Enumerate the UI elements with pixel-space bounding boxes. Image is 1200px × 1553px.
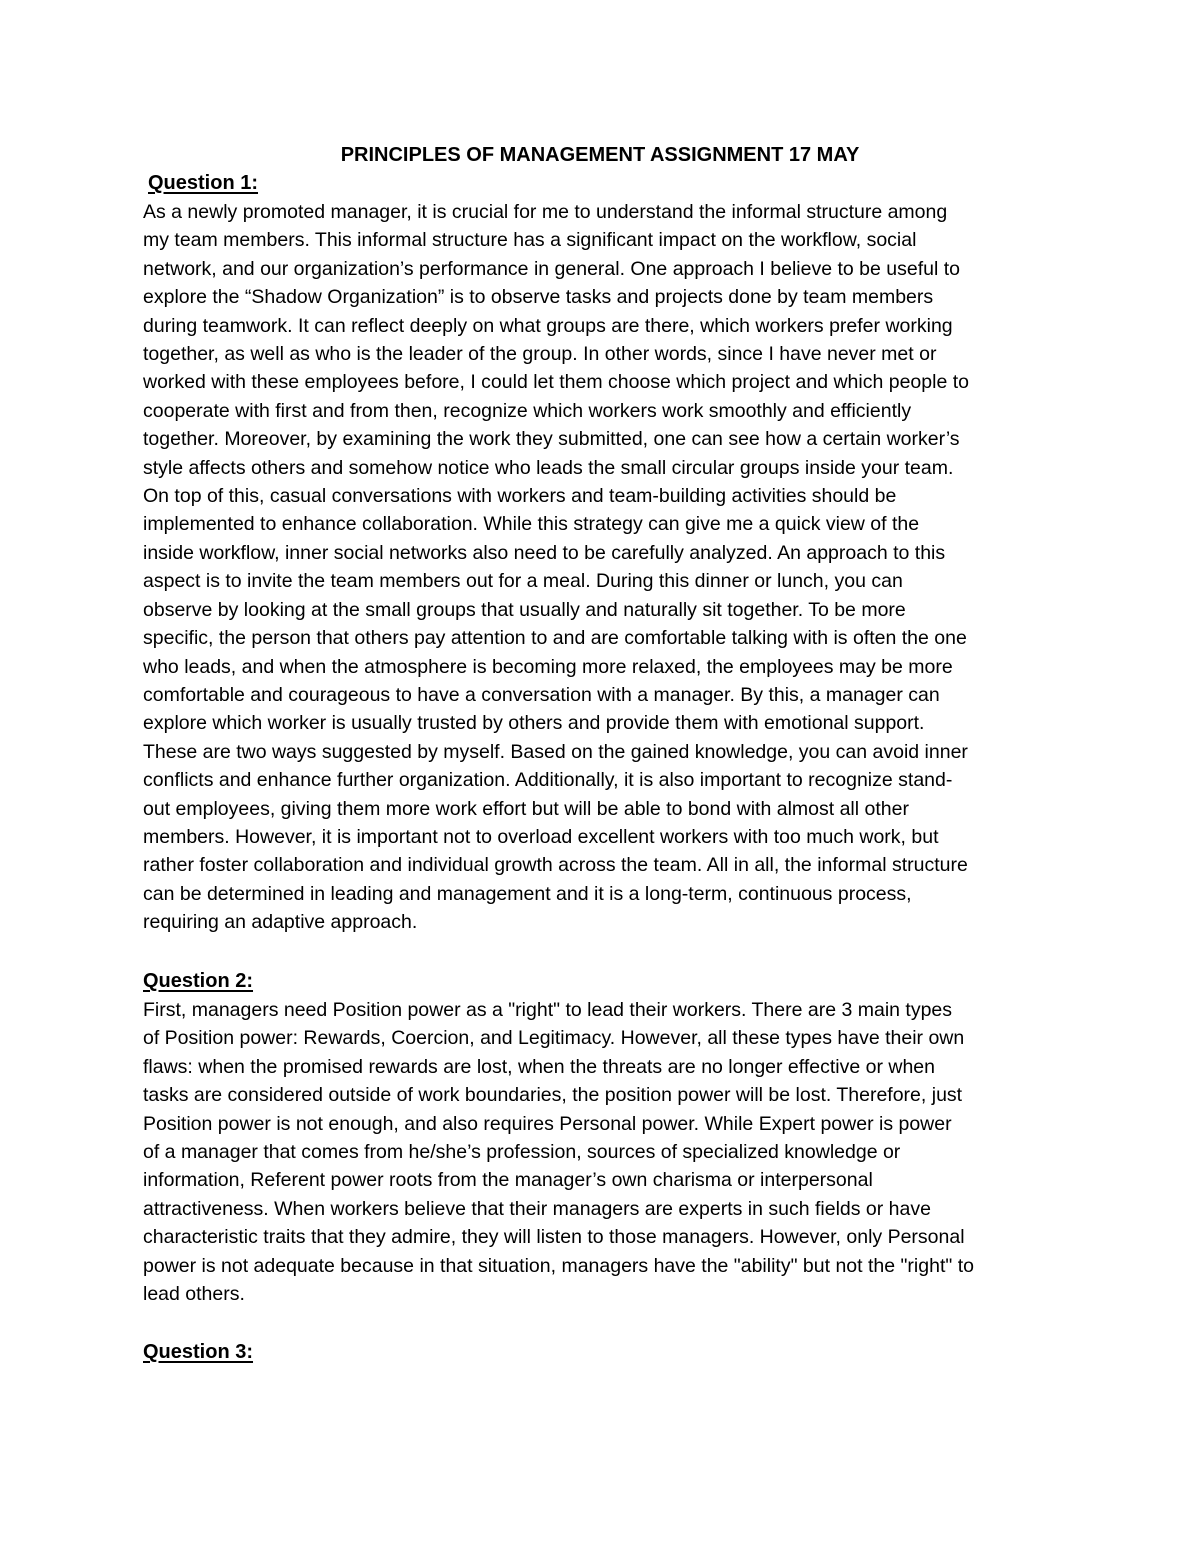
text-line: tasks are considered outside of work boundaries, the position power will be lost. Therefore, just [143, 1084, 963, 1107]
text-line: explore the “Shadow Organization” is to observe tasks and projects done by team members [143, 286, 934, 309]
document-title: PRINCIPLES OF MANAGEMENT ASSIGNMENT 17 MAY [340, 144, 860, 166]
text-line: my team members. This informal structure has a significant impact on the workflow, social [143, 229, 917, 252]
text-line: information, Referent power roots from the manager’s own charisma or interpersonal [143, 1169, 873, 1192]
text-line: flaws: when the promised rewards are lost, when the threats are no longer effective or when [143, 1055, 935, 1078]
text-line: observe by looking at the small groups that usually and naturally sit together. To be more [143, 598, 906, 621]
text-line: together. Moreover, by examining the work they submitted, one can see how a certain worker’s [143, 428, 960, 451]
text-line: during teamwork. It can reflect deeply on what groups are there, which workers prefer working [143, 314, 953, 337]
text-line: characteristic traits that they admire, they will listen to those managers. However, only Personal [143, 1226, 965, 1249]
text-line: implemented to enhance collaboration. While this strategy can give me a quick view of the [143, 513, 920, 536]
text-line: aspect is to invite the team members out for a meal. During this dinner or lunch, you can [143, 570, 903, 593]
text-line: of a manager that comes from he/she’s profession, sources of specialized knowledge or [143, 1141, 901, 1164]
text-line: power is not adequate because in that situation, managers have the "ability" but not the "right" to [143, 1254, 974, 1277]
text-line: together, as well as who is the leader of the group. In other words, since I have never met or [143, 343, 937, 366]
text-line: First, managers need Position power as a "right" to lead their workers. There are 3 main types [143, 999, 953, 1021]
text-line: specific, the person that others pay attention to and are comfortable talking with is often the one [143, 627, 967, 650]
question-2-heading: Question 2: [143, 970, 254, 992]
text-line: members. However, it is important not to overload excellent workers with too much work, but [143, 825, 939, 848]
text-line: Position power is not enough, and also requires Personal power. While Expert power is power [143, 1112, 952, 1135]
text-line: worked with these employees before, I could let them choose which project and which people to [143, 371, 969, 394]
text-line: These are two ways suggested by myself. Based on the gained knowledge, you can avoid inner [143, 740, 968, 763]
question-2-body [143, 996, 1057, 1308]
text-line: conflicts and enhance further organization. Additionally, it is also important to recognize stand- [143, 769, 953, 792]
text-line: explore which worker is usually trusted by others and provide them with emotional support. [143, 712, 925, 735]
text-line: can be determined in leading and management and it is a long-term, continuous process, [143, 882, 912, 905]
question-1-body [143, 198, 1057, 937]
text-line: network, and our organization’s performance in general. One approach I believe to be useful to [143, 257, 960, 280]
text-line: lead others. [143, 1283, 245, 1306]
text-line: attractiveness. When workers believe that their managers are experts in such fields or have [143, 1197, 931, 1220]
text-line: rather foster collaboration and individual growth across the team. All in all, the informal structure [143, 854, 968, 877]
text-line: out employees, giving them more work effort but will be able to bond with almost all other [143, 797, 909, 820]
text-line: requiring an adaptive approach. [143, 911, 418, 934]
question-1-heading: Question 1: [148, 172, 259, 194]
text-line: who leads, and when the atmosphere is becoming more relaxed, the employees may be more [143, 655, 953, 678]
text-line: inside workflow, inner social networks also need to be carefully analyzed. An approach to this [143, 541, 946, 564]
text-line: style affects others and somehow notice who leads the small circular groups inside your team. [143, 456, 954, 479]
text-line: cooperate with first and from then, recognize which workers work smoothly and efficiently [143, 399, 912, 422]
text-line: As a newly promoted manager, it is crucial for me to understand the informal structure among [143, 201, 948, 223]
question-3-heading: Question 3: [143, 1341, 254, 1363]
text-line: On top of this, casual conversations with workers and team-building activities should be [143, 485, 897, 508]
text-line: of Position power: Rewards, Coercion, and Legitimacy. However, all these types have their own [143, 1027, 965, 1050]
text-line: comfortable and courageous to have a conversation with a manager. By this, a manager can [143, 683, 940, 706]
